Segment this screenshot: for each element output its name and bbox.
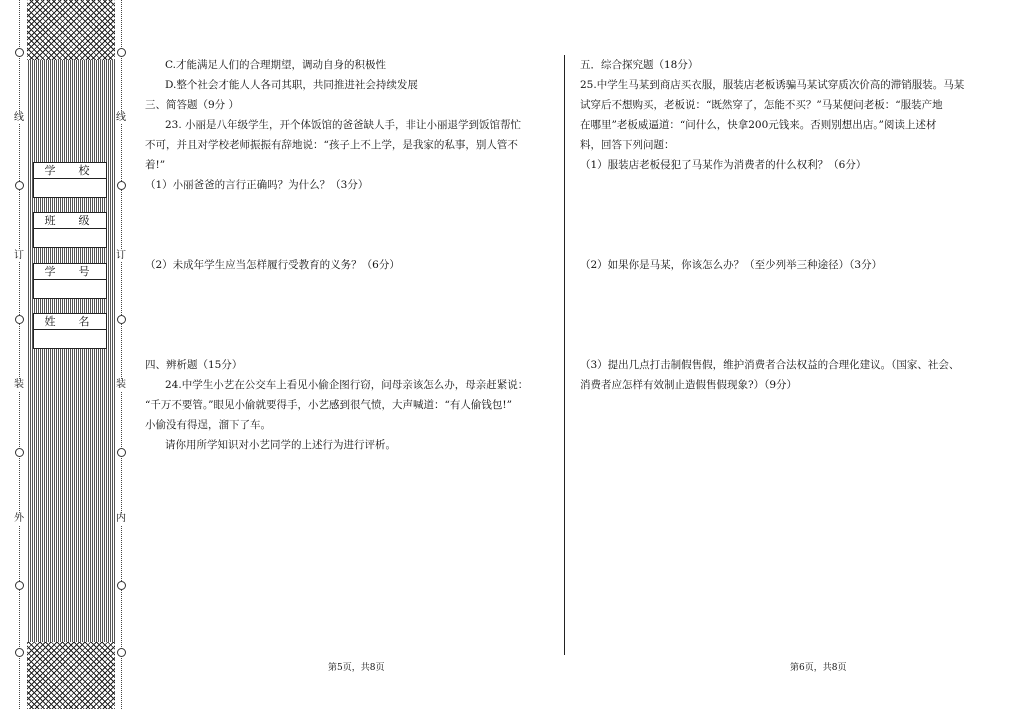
text-line: 23. 小丽是八年级学生，开个体饭馆的爸爸缺人手，非让小丽退学到饭馆帮忙 — [165, 119, 522, 131]
school-label: 学 校 — [34, 163, 106, 179]
outer-char-xian: 线 — [14, 112, 24, 123]
school-field[interactable] — [33, 162, 107, 198]
binding-hole — [15, 48, 24, 57]
text-line: 试穿后不想购买，老板说：“既然穿了，怎能不买？”马某便问老板：“服装产地 — [580, 99, 943, 111]
text-line — [145, 235, 557, 255]
text-line — [580, 215, 1000, 235]
text-line — [580, 235, 1000, 255]
text-line: 在哪里”老板威逼道：“问什么，快拿200元钱来。否则别想出店。”阅读上述材 — [580, 119, 937, 131]
text-line: （2）未成年学生应当怎样履行受教育的义务？（6分） — [145, 259, 400, 271]
text-line: 着!” — [145, 159, 166, 171]
text-line — [145, 195, 557, 215]
school-value[interactable] — [34, 179, 106, 197]
binding-hole — [117, 448, 126, 457]
text-line: “千万不要管。”眼见小偷就要得手，小艺感到很气愤，大声喊道：“有人偷钱包!” — [145, 399, 512, 411]
binding-hole — [15, 181, 24, 190]
outer-char-wai: 外 — [14, 513, 24, 524]
text-line: 25.中学生马某到商店买衣服，服装店老板诱骗马某试穿质次价高的滞销服装。马某 — [580, 79, 965, 91]
text-line — [580, 275, 1000, 295]
class-field[interactable] — [33, 212, 107, 248]
text-line: （3）提出几点打击制假售假，维护消费者合法权益的合理化建议。（国家、社会、 — [580, 359, 960, 371]
binding-hole — [15, 648, 24, 657]
text-line — [580, 315, 1000, 335]
outer-dotted-line — [19, 0, 20, 709]
text-line — [145, 275, 557, 295]
binding-hole — [117, 181, 126, 190]
text-line: （2）如果你是马某，你该怎么办？（至少列举三种途径）（3分） — [580, 259, 883, 271]
binding-hole — [15, 448, 24, 457]
name-field[interactable] — [33, 313, 107, 349]
text-line — [145, 335, 557, 355]
class-value[interactable] — [34, 229, 106, 247]
text-line: C.才能满足人们的合理期望，调动自身的积极性 — [165, 59, 386, 71]
left-page-footer: 第5页，共8页 — [328, 663, 385, 673]
outer-char-ding: 订 — [14, 250, 24, 261]
text-line: 请你用所学知识对小艺同学的上述行为进行评析。 — [165, 439, 396, 451]
student-number-value[interactable] — [34, 280, 106, 298]
binding-hole — [15, 315, 24, 324]
page-divider — [564, 55, 565, 655]
text-line: 24.中学生小艺在公交车上看见小偷企图行窃，问母亲该怎么办，母亲赶紧说： — [165, 379, 529, 391]
text-line: （1）服装店老板侵犯了马某作为消费者的什么权利？（6分） — [580, 159, 867, 171]
inner-char-nei: 内 — [116, 513, 126, 524]
text-line: 消费者应怎样有效制止造假售假现象?）（9分） — [580, 379, 798, 391]
binding-hole — [117, 581, 126, 590]
name-value[interactable] — [34, 330, 106, 348]
binding-hole — [117, 315, 126, 324]
text-line: D.整个社会才能人人各司其职，共同推进社会持续发展 — [165, 79, 418, 91]
outer-char-zhuang: 装 — [14, 379, 24, 390]
text-line — [580, 175, 1000, 195]
text-line — [145, 215, 557, 235]
crosshatch-pattern-top — [27, 0, 115, 60]
text-line: 五．综合探究题（18分） — [580, 59, 699, 71]
text-line — [145, 295, 557, 315]
text-line — [145, 315, 557, 335]
class-label: 班 级 — [34, 213, 106, 229]
text-line: 料，回答下列问题： — [580, 139, 675, 151]
text-line: （1）小丽爸爸的言行正确吗？为什么？（3分） — [145, 179, 369, 191]
text-line — [580, 195, 1000, 215]
inner-char-xian: 线 — [116, 112, 126, 123]
student-number-field[interactable] — [33, 263, 107, 299]
left-page-content — [145, 55, 557, 455]
binding-hole — [15, 581, 24, 590]
binding-hole — [117, 48, 126, 57]
text-line — [580, 295, 1000, 315]
stripe-pattern — [27, 60, 115, 642]
right-page-content — [580, 55, 1000, 395]
text-line: 三、简答题（9分 ） — [145, 99, 240, 111]
binding-hole — [117, 648, 126, 657]
text-line: 小偷没有得逞，溜下了车。 — [145, 419, 271, 431]
student-number-label: 学 号 — [34, 264, 106, 280]
name-label: 姓 名 — [34, 314, 106, 330]
right-page-footer: 第6页，共8页 — [790, 663, 847, 673]
inner-char-zhuang: 装 — [116, 379, 126, 390]
text-line — [580, 335, 1000, 355]
crosshatch-pattern-bottom — [27, 642, 115, 709]
text-line: 四、辨析题（15分） — [145, 359, 243, 371]
binding-margin — [0, 0, 132, 709]
inner-char-ding: 订 — [116, 250, 126, 261]
inner-dotted-line — [121, 0, 122, 709]
text-line: 不可，并且对学校老师振振有辞地说：“孩子上不上学，是我家的私事，别人管不 — [145, 139, 518, 151]
